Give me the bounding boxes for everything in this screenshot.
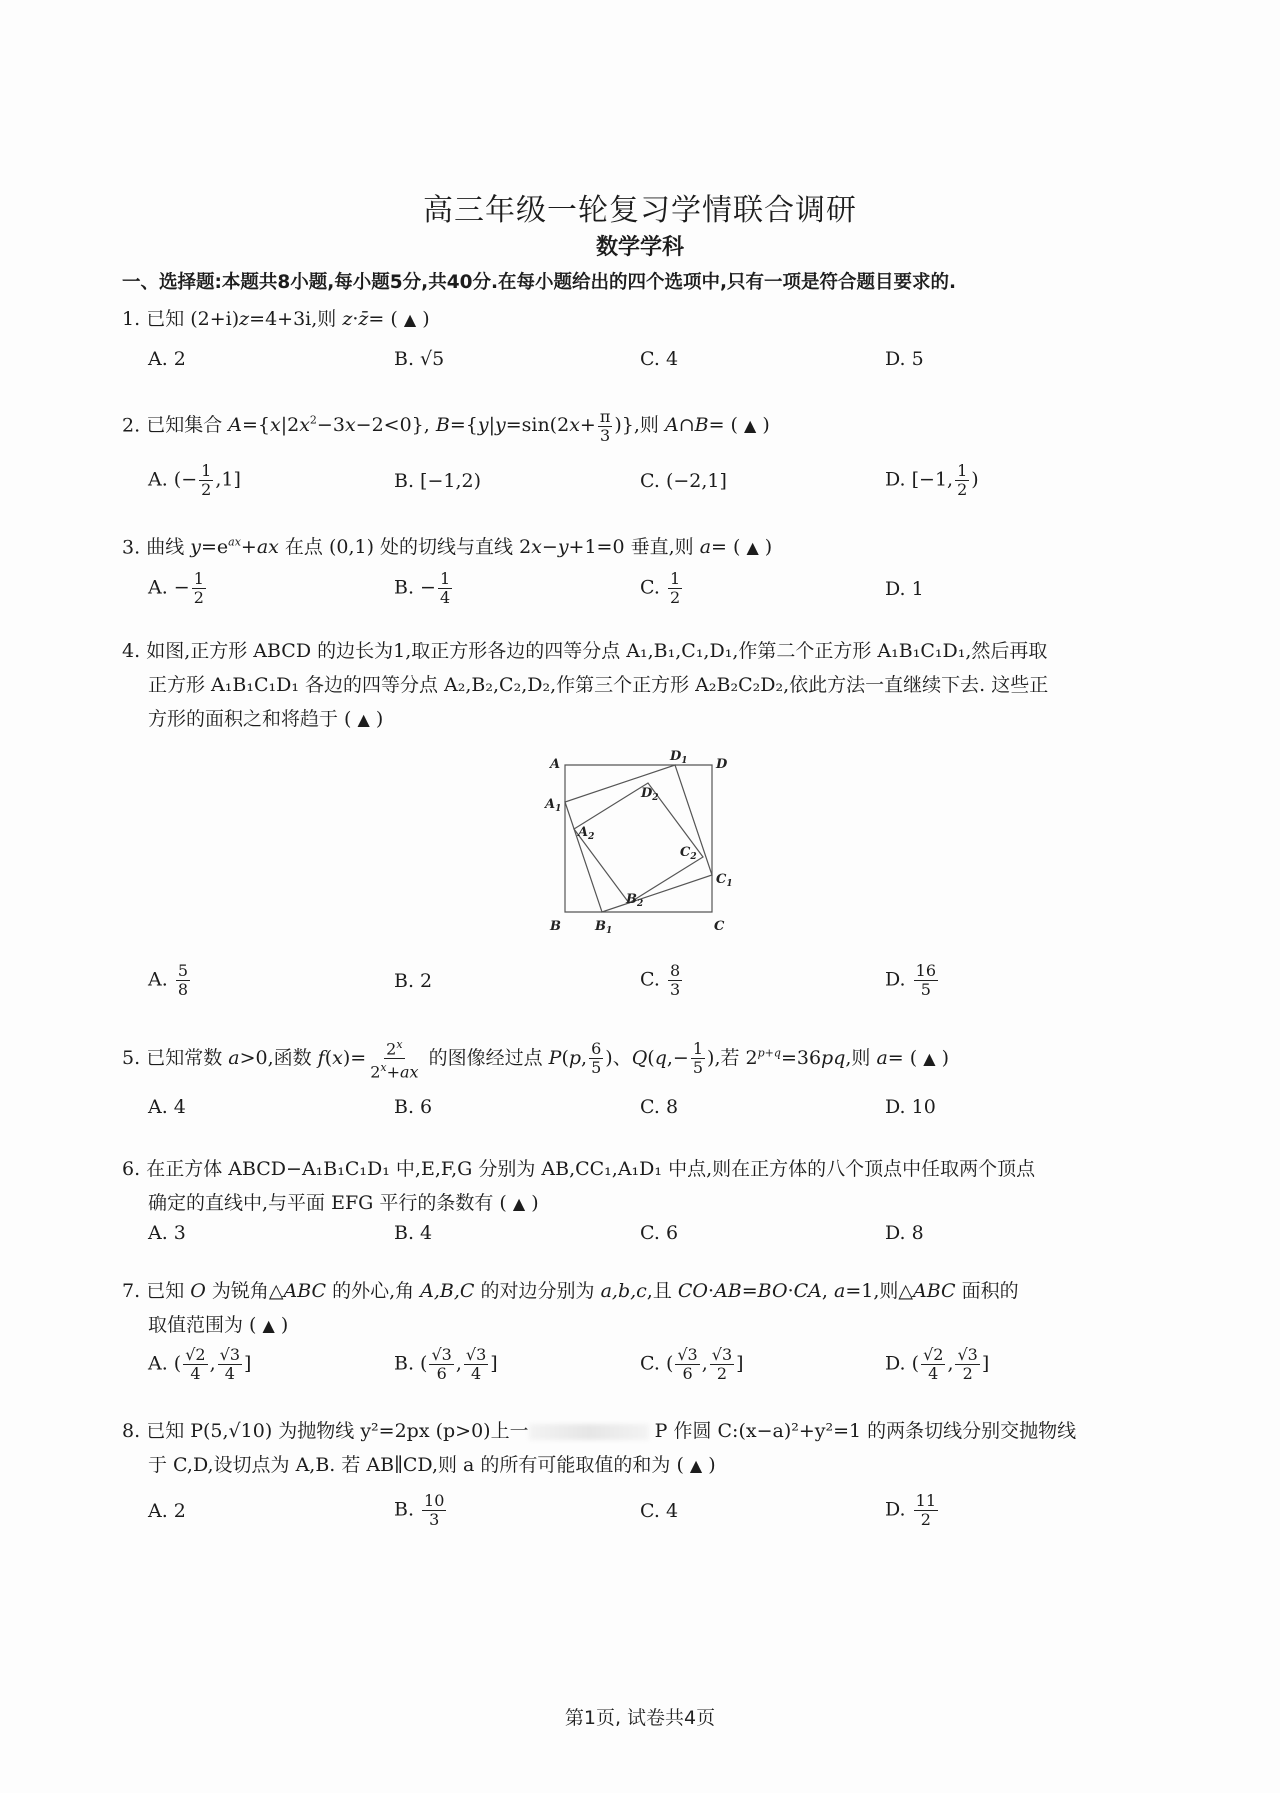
question-2 xyxy=(122,404,770,445)
question-4 xyxy=(122,634,1047,668)
question-6-line-2: 确定的直线中,与平面 EFG 平行的条数有 ( ▲ ) xyxy=(148,1192,539,1214)
obscured-region xyxy=(529,1424,649,1440)
option-c: C. 6 xyxy=(640,1222,679,1244)
question-4-line-3: 方形的面积之和将趋于 ( ▲ ) xyxy=(148,708,384,730)
option-a: A. ( $\frac{√2}{4}$ , $\frac{√3}{4}$ ] xyxy=(148,1345,252,1383)
question-stem: 曲线 $y=e^{ax}+ax$ 在点 (0,1) 处的切线与直线 2x−y+1=0 垂直,则 a= ( ▲ ) xyxy=(146,536,773,559)
option-b: B. 6 xyxy=(394,1096,433,1118)
option-a: A. − $\frac{1}{2}$ xyxy=(148,569,204,607)
option-b: B. 2 xyxy=(394,970,433,992)
label-b: B xyxy=(550,919,561,934)
option-a: A. 3 xyxy=(148,1222,186,1244)
question-number: 7. xyxy=(122,1280,141,1302)
option-b: B. ( $\frac{√3}{6}$ , $\frac{√3}{4}$ ] xyxy=(394,1345,498,1383)
option-d: D. 10 xyxy=(885,1096,936,1118)
label-c2: $C_2$ xyxy=(680,845,697,862)
question-stem-line-1: 如图,正方形 ABCD 的边长为1,取正方形各边的四等分点 A₁,B₁,C₁,D₁,作第二个正方形 A₁B₁C₁D₁,然后再取 xyxy=(146,640,1048,662)
answer-triangle-icon: ▲ xyxy=(262,1316,275,1335)
question-1 xyxy=(122,302,430,337)
option-a: A. 2 xyxy=(148,348,186,370)
option-a: A. 4 xyxy=(148,1096,186,1118)
option-d: D. 5 xyxy=(885,348,924,370)
label-a2: $A_2$ xyxy=(578,825,595,842)
question-stem-line-1: 在正方体 ABCD−A₁B₁C₁D₁ 中,E,F,G 分别为 AB,CC₁,A₁D₁ 中点,则在正方体的八个顶点中任取两个顶点 xyxy=(146,1158,1036,1180)
option-b: B. $\frac{10}{3}$ xyxy=(394,1491,445,1529)
question-8 xyxy=(122,1414,1076,1448)
question-number: 5. xyxy=(122,1046,141,1069)
question-5 xyxy=(122,1036,949,1082)
question-number: 1. xyxy=(122,308,141,330)
label-b1: $B_1$ xyxy=(595,919,613,936)
option-a: A. (− $\frac{1}{2}$ ,1] xyxy=(148,461,241,499)
label-c: C xyxy=(714,919,725,934)
option-a: A. $\frac{5}{8}$ xyxy=(148,961,188,999)
option-c: C. 8 xyxy=(640,1096,679,1118)
question-number: 8. xyxy=(122,1420,141,1442)
question-number: 2. xyxy=(122,414,141,437)
question-number: 3. xyxy=(122,536,141,559)
question-stem: 已知集合 $A=\{x|2x^2-3x-2<0\}$, B={y|y=sin(2x+ $\frac{\pi}{3}$ )},则 A∩B= ( ▲ ) xyxy=(146,406,770,445)
question-6 xyxy=(122,1152,1035,1186)
label-d2: $D_2$ xyxy=(641,786,659,803)
nested-squares-figure xyxy=(540,740,740,940)
answer-triangle-icon: ▲ xyxy=(357,710,370,729)
option-d: D. [−1, $\frac{1}{2}$ ) xyxy=(885,461,979,499)
option-b: B. 4 xyxy=(394,1222,433,1244)
question-stem-part-1: 已知 P(5,√10) 为抛物线 y²=2px (p>0)上一 xyxy=(146,1420,529,1442)
option-c: C. $\frac{8}{3}$ xyxy=(640,961,681,999)
label-c1: $C_1$ xyxy=(716,872,733,889)
exam-subject: 数学学科 xyxy=(595,235,684,260)
question-number: 6. xyxy=(122,1158,141,1180)
option-d: D. 8 xyxy=(885,1222,924,1244)
question-3 xyxy=(122,526,772,565)
option-c: C. ( $\frac{√3}{6}$ , $\frac{√3}{2}$ ] xyxy=(640,1345,744,1383)
option-d: D. $\frac{16}{5}$ xyxy=(885,961,936,999)
option-b: B. √5 xyxy=(394,348,445,370)
answer-triangle-icon: ▲ xyxy=(512,1194,526,1213)
label-b2: $B_2$ xyxy=(626,892,644,909)
question-stem: 已知常数 a>0,函数 f(x)= $\frac{2^x}{2^x+ax}$ 的图像经过点 P(p, $\frac{6}{5}$ )、Q(q,− $\frac{1}{5}$ ),若 $2^{p+q}=36pq$,则 a= ( ▲ ) xyxy=(146,1038,949,1082)
answer-triangle-icon: ▲ xyxy=(403,310,417,329)
option-d: D. ( $\frac{√2}{4}$ , $\frac{√3}{2}$ ] xyxy=(885,1345,990,1383)
section-heading: 一、选择题:本题共8小题,每小题5分,共40分.在每小题给出的四个选项中,只有一项是符合题目要求的. xyxy=(122,272,957,293)
option-d: D. $\frac{11}{2}$ xyxy=(885,1491,936,1529)
option-a: A. 2 xyxy=(148,1500,186,1522)
answer-triangle-icon: ▲ xyxy=(744,416,757,436)
question-stem: 已知 (2+i)z=4+3i,则 z·z̄= ( ▲ ) xyxy=(146,308,430,330)
exam-title: 高三年级一轮复习学情联合调研 xyxy=(423,193,857,228)
option-c: C. 4 xyxy=(640,348,679,370)
option-d: D. 1 xyxy=(885,578,924,600)
label-a1: $A_1$ xyxy=(545,797,562,814)
option-b: B. [−1,2) xyxy=(394,470,482,492)
option-c: C. $\frac{1}{2}$ xyxy=(640,569,681,607)
question-stem-part-2: P 作圆 C:(x−a)²+y²=1 的两条切线分别交抛物线 xyxy=(654,1420,1077,1442)
label-d: D xyxy=(716,757,728,772)
label-d1: $D_1$ xyxy=(670,749,688,766)
label-a: A xyxy=(550,757,561,772)
option-c: C. (−2,1] xyxy=(640,470,727,492)
question-7-line-2: 取值范围为 ( ▲ ) xyxy=(148,1314,289,1336)
answer-triangle-icon: ▲ xyxy=(923,1048,936,1068)
page-footer: 第1页, 试卷共4页 xyxy=(564,1707,716,1729)
option-c: C. 4 xyxy=(640,1500,679,1522)
question-8-line-2: 于 C,D,设切点为 A,B. 若 AB∥CD,则 a 的所有可能取值的和为 ( ▲ ) xyxy=(148,1454,716,1476)
answer-triangle-icon: ▲ xyxy=(746,538,759,558)
question-number: 4. xyxy=(122,640,141,662)
question-stem: 已知 O 为锐角△ABC 的外心,角 A,B,C 的对边分别为 a,b,c,且 CO·AB=BO·CA, a=1,则△ABC 面积的 xyxy=(146,1280,1019,1302)
option-b: B. − $\frac{1}{4}$ xyxy=(394,569,451,607)
answer-triangle-icon: ▲ xyxy=(689,1456,703,1475)
question-7 xyxy=(122,1274,1019,1308)
question-4-line-2: 正方形 A₁B₁C₁D₁ 各边的四等分点 A₂,B₂,C₂,D₂,作第三个正方形 A₂B₂C₂D₂,依此方法一直继续下去. 这些正 xyxy=(148,674,1049,696)
